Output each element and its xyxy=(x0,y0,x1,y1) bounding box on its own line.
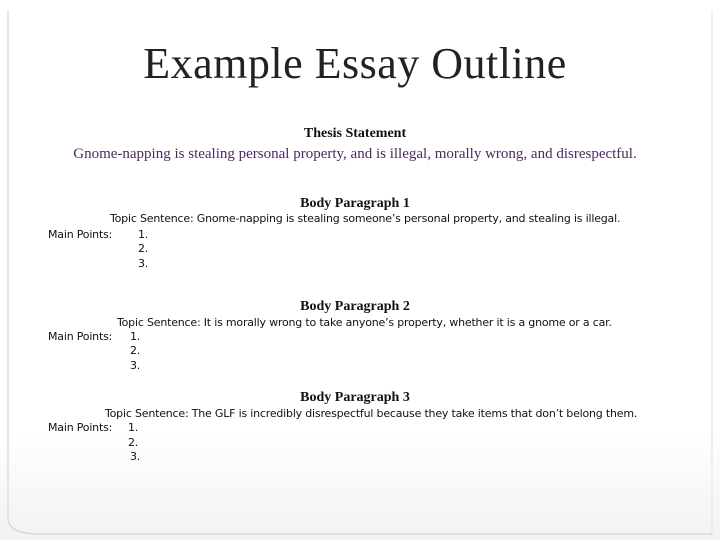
body-paragraph-3-point-1: 1. xyxy=(128,421,139,434)
body-paragraph-2-point-3: 3. xyxy=(130,359,141,372)
body-paragraph-1-heading: Body Paragraph 1 xyxy=(300,196,410,211)
body-paragraph-2-main-points-label: Main Points: xyxy=(48,330,113,343)
body-paragraph-3-topic: Topic Sentence: The GLF is incredibly disrespectful because they take items that don’t belong them. xyxy=(105,407,638,420)
body-paragraph-1-main-points-label: Main Points: xyxy=(48,228,113,241)
body-paragraph-3-heading: Body Paragraph 3 xyxy=(300,390,410,405)
body-paragraph-3-point-2: 2. xyxy=(128,436,139,449)
body-paragraph-2-topic: Topic Sentence: It is morally wrong to take anyone’s property, whether it is a gnome or a car. xyxy=(117,316,612,329)
body-paragraph-2-point-2: 2. xyxy=(130,344,141,357)
body-paragraph-3-main-points-label: Main Points: xyxy=(48,421,113,434)
thesis-heading: Thesis Statement xyxy=(303,126,407,141)
body-paragraph-1-point-3: 3. xyxy=(138,257,149,270)
slide-title: Example Essay Outline xyxy=(143,39,567,88)
body-paragraph-1-point-2: 2. xyxy=(138,242,149,255)
body-paragraph-1-point-1: 1. xyxy=(138,228,149,241)
thesis-statement: Gnome-napping is stealing personal property, and is illegal, morally wrong, and disrespectful. xyxy=(73,146,637,162)
body-paragraph-2-heading: Body Paragraph 2 xyxy=(300,299,410,314)
body-paragraph-3-point-3: 3. xyxy=(130,450,141,463)
body-paragraph-1-topic: Topic Sentence: Gnome-napping is stealing someone’s personal property, and stealing is illegal. xyxy=(110,212,621,225)
body-paragraph-2-point-1: 1. xyxy=(130,330,141,343)
